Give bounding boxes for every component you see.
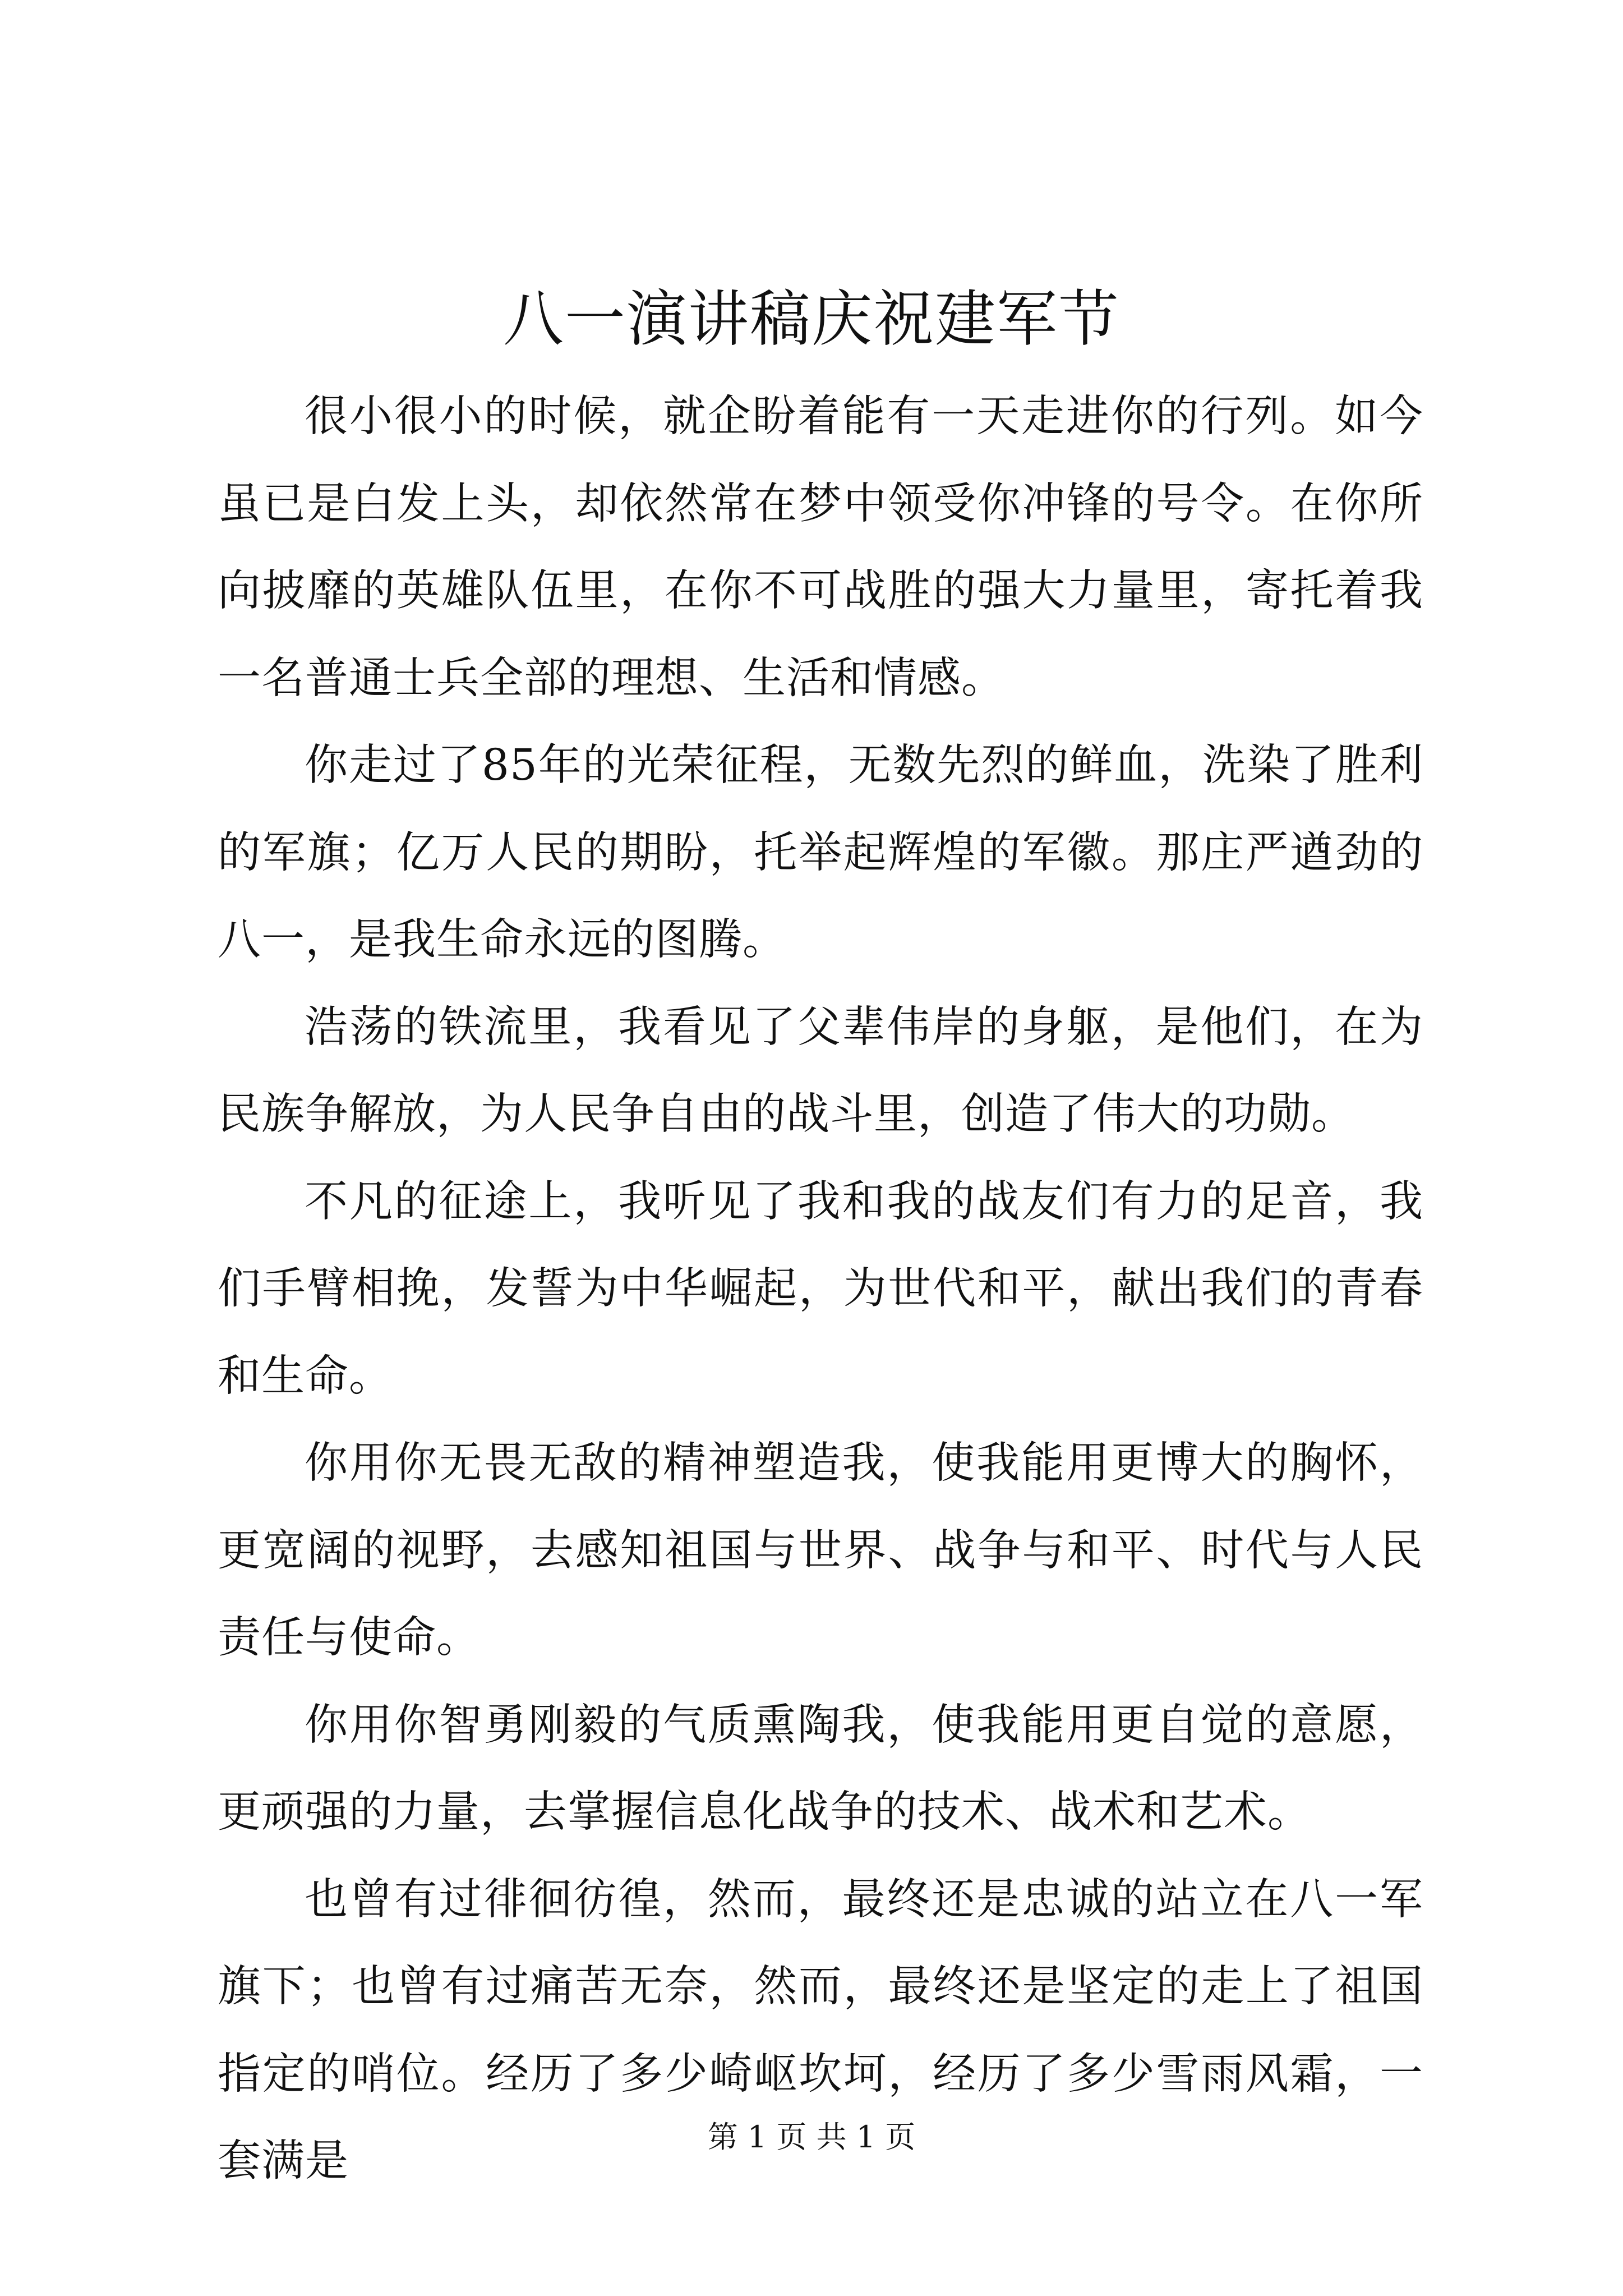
page-footer: 第 1 页 共 1 页: [707, 2119, 916, 2155]
paragraph: 你用你智勇刚毅的气质熏陶我，使我能用更自觉的意愿，更顽强的力量，去掌握信息化战争的技术、战术和艺术。: [218, 1700, 1423, 1837]
paragraph: 你走过了85年的光荣征程，无数先烈的鲜血，洗染了胜利的军旗；亿万人民的期盼，托举起辉煌的军徽。那庄严遒劲的八一，是我生命永远的图腾。: [218, 740, 1423, 965]
paragraph: 你用你无畏无敌的精神塑造我，使我能用更博大的胸怀，更宽阔的视野，去感知祖国与世界、战争与和平、时代与人民责任与使命。: [218, 1438, 1423, 1663]
paragraph: 很小很小的时候，就企盼着能有一天走进你的行列。如今虽已是白发上头，却依然常在梦中领受你冲锋的号令。在你所向披靡的英雄队伍里，在你不可战胜的强大力量里，寄托着我一名普通士兵全部的理想、生活和情感。: [218, 392, 1423, 703]
document-title: 八一演讲稿庆祝建军节: [502, 284, 1120, 355]
paragraph: 也曾有过徘徊彷徨，然而，最终还是忠诚的站立在八一军旗下；也曾有过痛苦无奈，然而，最终还是坚定的走上了祖国指定的哨位。经历了多少崎岖坎坷，经历了多少雪雨风霜，一套满是: [218, 1874, 1423, 2186]
paragraph: 浩荡的铁流里，我看见了父辈伟岸的身躯，是他们，在为民族争解放，为人民争自由的战斗里，创造了伟大的功勋。: [218, 1002, 1423, 1139]
document-body: [218, 373, 1423, 2205]
paragraph: 不凡的征途上，我听见了我和我的战友们有力的足音，我们手臂相挽，发誓为中华崛起，为世代和平，献出我们的青春和生命。: [218, 1176, 1423, 1401]
